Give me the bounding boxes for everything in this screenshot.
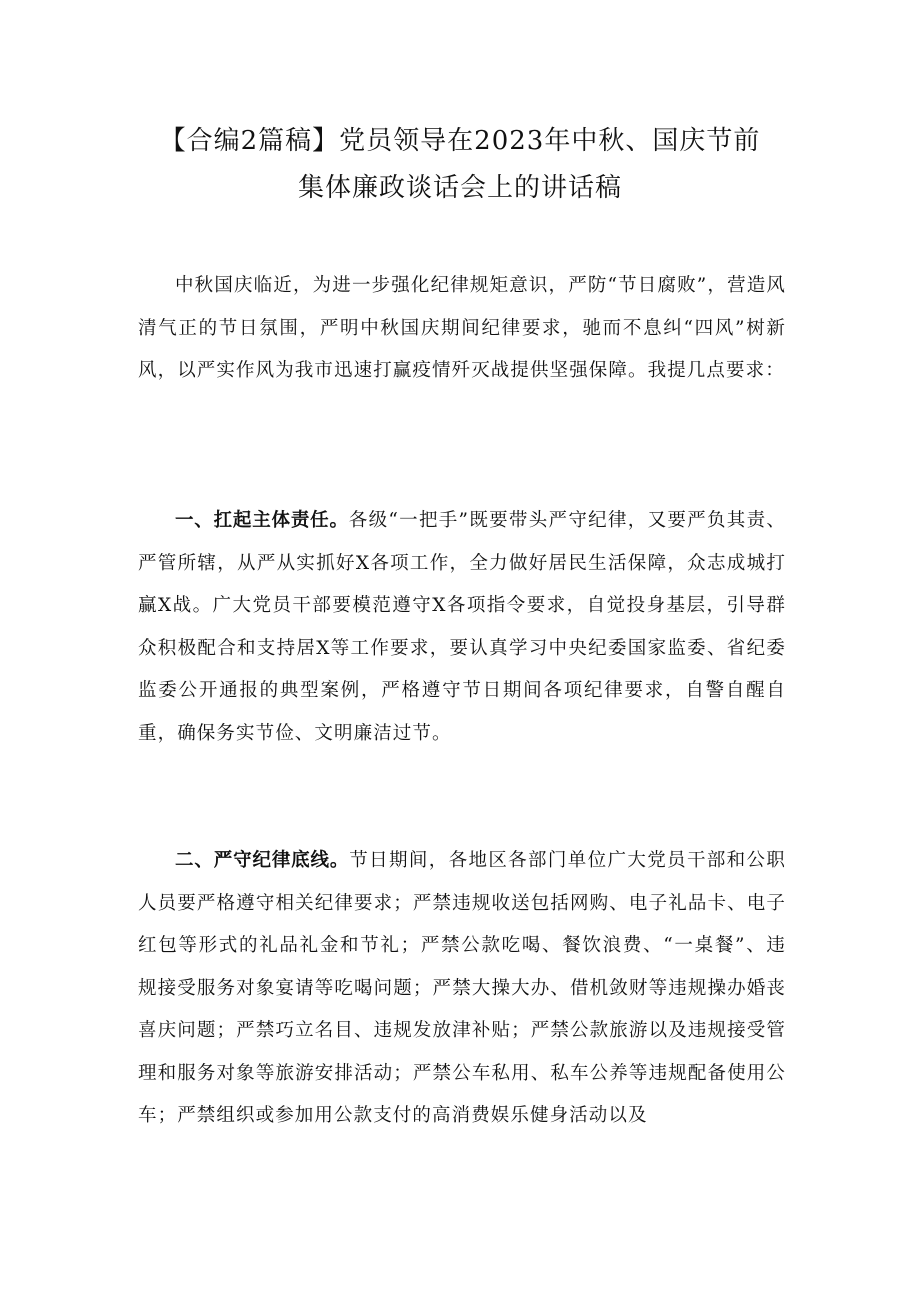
- section-1-paragraph: [138, 500, 786, 755]
- section-1-body: 各级“一把手”既要带头严守纪律，又要严负其责、严管所辖，从严从实抓好X各项工作，全力做好居民生活保障，众志成城打赢X战。广大党员干部要模范遵守X各项指令要求，自觉投身基层，引导群众积极配合和支持居X等工作要求，要认真学习中央纪委国家监委、省纪委监委公开通报的典型案例，严格遵守节日期间各项纪律要求，自警自醒自重，确保务实节俭、文明廉洁过节。: [138, 510, 787, 744]
- title-line-2: 集体廉政谈话会上的讲话稿: [297, 173, 622, 203]
- title-line-1: 【合编2篇稿】党员领导在2023年中秋、国庆节前: [159, 126, 761, 156]
- intro-paragraph: 中秋国庆临近，为进一步强化纪律规矩意识，严防“节日腐败”，营造风清气正的节日氛围，严明中秋国庆期间纪律要求，驰而不息纠“四风”树新风，以严实作风为我市迅速打赢疫情歼灭战提供坚强保障。我提几点要求：: [138, 275, 786, 381]
- section-2-body: 节日期间，各地区各部门单位广大党员干部和公职人员要严格遵守相关纪律要求；严禁违规收送包括网购、电子礼品卡、电子红包等形式的礼品礼金和节礼；严禁公款吃喝、餐饮浪费、“一桌餐”、违规接受服务对象宴请等吃喝问题；严禁大操大办、借机敛财等违规操办婚丧喜庆问题；严禁巧立名目、违规发放津补贴；严禁公款旅游以及违规接受管理和服务对象等旅游安排活动；严禁公车私用、私车公养等违规配备使用公车；严禁组织或参加用公款支付的高消费娱乐健身活动以及: [138, 850, 787, 1126]
- document-title: [100, 118, 820, 212]
- section-1-heading: 一、扛起主体责任。: [175, 510, 349, 531]
- section-2-paragraph: [138, 840, 786, 1138]
- section-2-heading: 二、严守纪律底线。: [175, 850, 350, 871]
